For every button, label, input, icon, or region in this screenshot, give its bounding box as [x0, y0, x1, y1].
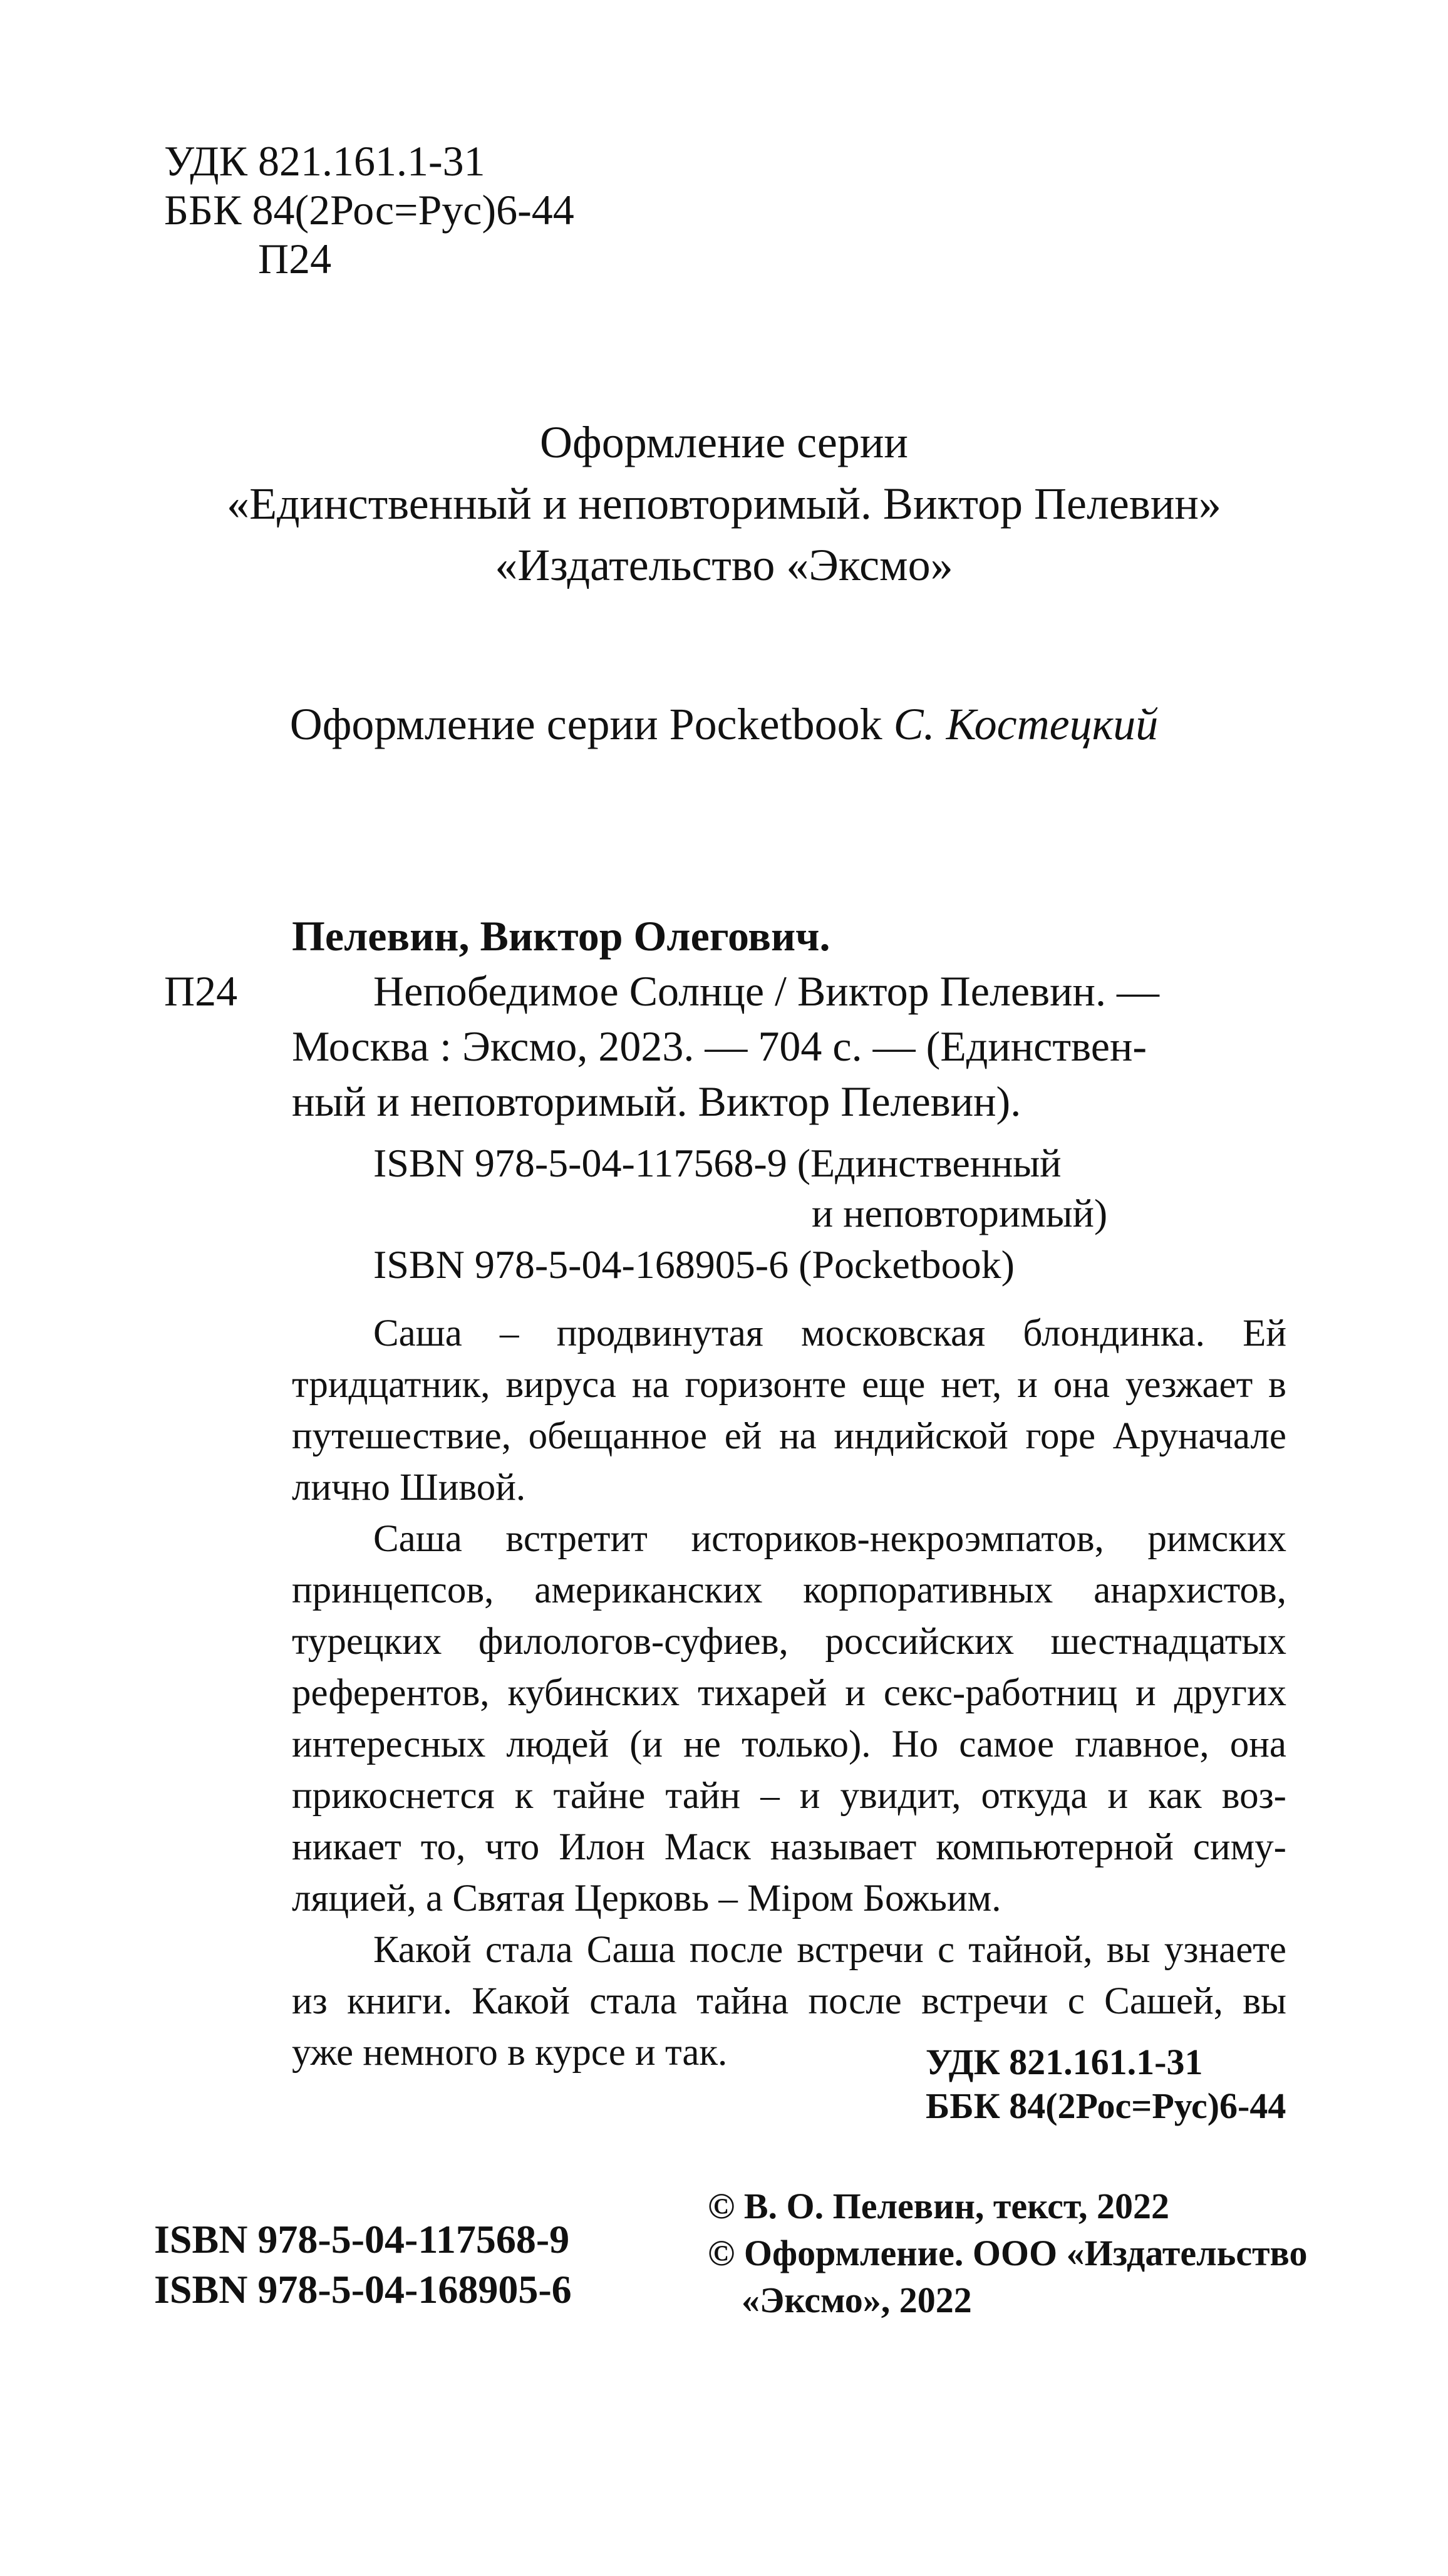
annotation-line: ляцией, а Святая Церковь – Міром Божьим.	[292, 1877, 1001, 1919]
annotation-line: из книги. Какой стала тайна после встречи с Сашей, вы	[292, 1980, 1286, 2022]
annotation-line: референтов, кубинских тихарей и секс-работниц и других	[292, 1672, 1286, 1714]
catalog-mark: П24	[164, 967, 238, 1015]
annotation-paragraph-1	[292, 1308, 1286, 1514]
bbk-code: ББК 84(2Рос=Рус)6-44	[164, 186, 574, 234]
catalog-isbn1-line2: и неповторимый)	[812, 1191, 1108, 1235]
footer-bbk: ББК 84(2Рос=Рус)6-44	[926, 2085, 1286, 2126]
annotation-line: никает то, что Илон Маск называет компьютерной симу-	[292, 1826, 1286, 1868]
annotation-line: лично Шивой.	[292, 1467, 526, 1509]
series-design-line3: «Издательство «Эксмо»	[495, 540, 953, 590]
udk-code: УДК 821.161.1-31	[164, 137, 485, 185]
copyright-line-2: © Оформление. ООО «Издательство	[708, 2233, 1308, 2273]
pocketbook-design	[0, 699, 1448, 750]
catalog-author: Пелевин, Виктор Олегович.	[292, 912, 830, 960]
copyright-line-3: «Эксмо», 2022	[742, 2280, 972, 2320]
catalog-isbn1-line1: ISBN 978-5-04-117568-9 (Единственный	[373, 1141, 1062, 1185]
footer-udk: УДК 821.161.1-31	[926, 2042, 1203, 2082]
catalog-desc-line1: Непобедимое Солнце / Виктор Пелевин. —	[373, 967, 1159, 1015]
annotation-line: тридцатник, вируса на горизонте еще нет, и она уезжает в	[292, 1364, 1286, 1406]
series-design-line1: Оформление серии	[540, 417, 908, 467]
catalog-desc-line2: Москва : Эксмо, 2023. — 704 с. — (Единствен-	[292, 1022, 1147, 1070]
annotation-line: турецких филологов-суфиев, российских шестнадцатых	[292, 1621, 1286, 1663]
annotation-line: прикоснется к тайне тайн – и увидит, откуда и как воз-	[292, 1775, 1286, 1817]
annotation-line: Саша встретит историков-некроэмпатов, римских	[373, 1518, 1286, 1560]
annotation-paragraph-2	[292, 1514, 1286, 1924]
catalog-desc-line3: ный и неповторимый. Виктор Пелевин).	[292, 1078, 1021, 1125]
series-design-line2: «Единственный и неповторимый. Виктор Пелевин»	[227, 479, 1221, 529]
author-mark: П24	[258, 235, 332, 283]
annotation-line: интересных людей (и не только). Но самое главное, она	[292, 1723, 1286, 1765]
isbn-line-1: ISBN 978-5-04-117568-9	[154, 2217, 570, 2262]
pocketbook-design-text: Оформление серии Pocketbook	[289, 699, 882, 749]
annotation-line: Саша – продвинутая московская блондинка. Ей	[373, 1312, 1286, 1354]
annotation-line: Какой стала Саша после встречи с тайной, вы узнаете	[373, 1929, 1286, 1971]
isbn-line-2: ISBN 978-5-04-168905-6	[154, 2267, 572, 2312]
pocketbook-designer: С. Костецкий	[893, 699, 1159, 749]
catalog-isbn2: ISBN 978-5-04-168905-6 (Pocketbook)	[373, 1242, 1015, 1287]
annotation-line: уже немного в курсе и так.	[292, 2032, 728, 2074]
copyright-line-1: © В. О. Пелевин, текст, 2022	[708, 2186, 1170, 2226]
annotation-line: принцепсов, американских корпоративных анархистов,	[292, 1569, 1286, 1611]
annotation-line: путешествие, обещанное ей на индийской горе Аруначале	[292, 1415, 1286, 1457]
